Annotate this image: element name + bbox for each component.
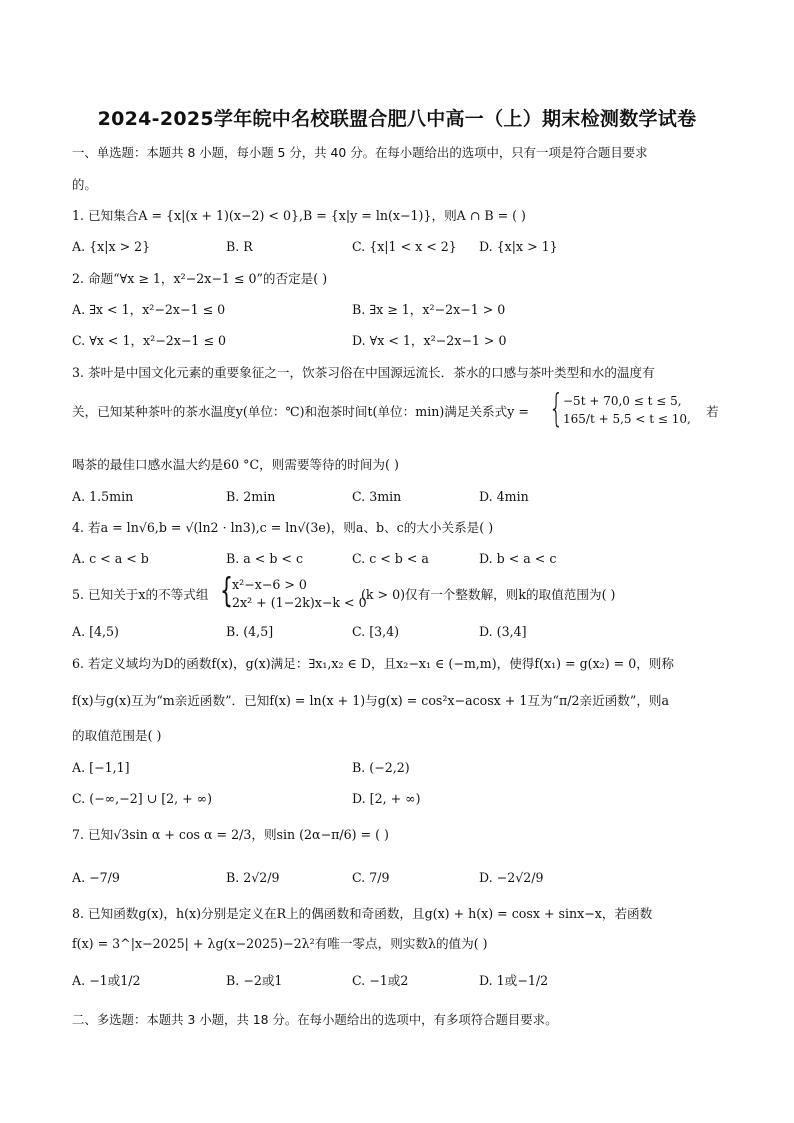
q8-option-a: A. −1或1/2 <box>72 973 141 988</box>
q8-option-d: D. 1或−1/2 <box>479 973 549 988</box>
q1-option-d: D. {x|x > 1} <box>479 239 558 254</box>
q2-option-b: B. ∃x ≥ 1，x²−2x−1 > 0 <box>352 302 506 317</box>
q5-option-d: D. (3,4] <box>479 624 527 639</box>
left-brace: { <box>549 386 564 430</box>
section-1-heading-cont: 的。 <box>72 177 97 192</box>
piecewise-row-2: 165/t + 5,5 < t ≤ 10, <box>563 412 691 426</box>
question-7-stem: 7. 已知√3sin α + cos α = 2/3，则sin (2α−π/6) = ( ) <box>72 827 389 842</box>
q1-option-a: A. {x|x > 2} <box>72 239 151 254</box>
inequality-system <box>220 571 367 613</box>
q6-option-a: A. [−1,1] <box>72 760 130 775</box>
question-6-line-2: f(x)与g(x)互为“m亲近函数”．已知f(x) = ln(x + 1)与g(x) = cos²x−acosx + 1互为“π/2亲近函数”，则a <box>72 693 670 708</box>
q4-option-a: A. c < a < b <box>72 551 149 566</box>
q4-option-c: C. c < b < a <box>352 551 429 566</box>
question-5-stem-post: (k > 0)仅有一个整数解，则k的取值范围为( ) <box>361 587 616 602</box>
inequality-row-2: 2x² + (1−2k)x−k < 0 <box>232 595 367 610</box>
q3-option-d: D. 4min <box>479 489 529 504</box>
q5-option-b: B. (4,5] <box>226 624 274 639</box>
q2-option-d: D. ∀x < 1，x²−2x−1 > 0 <box>352 333 507 348</box>
q6-option-c: C. (−∞,−2] ∪ [2, + ∞) <box>72 791 213 806</box>
q6-option-d: D. [2, + ∞) <box>352 791 421 806</box>
q3-option-c: C. 3min <box>352 489 402 504</box>
piecewise-function <box>549 386 729 432</box>
q1-option-b: B. R <box>226 239 253 254</box>
q4-option-d: D. b < a < c <box>479 551 557 566</box>
q8-option-b: B. −2或1 <box>226 973 283 988</box>
question-5-stem-pre: 5. 已知关于x的不等式组 <box>72 587 209 602</box>
question-8-line-1: 8. 已知函数g(x)，h(x)分别是定义在R上的偶函数和奇函数，且g(x) + h(x) = cosx + sinx−x，若函数 <box>72 906 653 921</box>
q5-option-a: A. [4,5) <box>72 624 119 639</box>
section-1-heading: 一、单选题：本题共 8 小题，每小题 5 分，共 40 分。在每小题给出的选项中，只有一项是符合题目要求 <box>72 145 648 160</box>
question-6-line-3: 的取值范围是( ) <box>72 728 162 743</box>
q7-option-c: C. 7/9 <box>352 870 390 885</box>
left-brace: { <box>220 571 233 611</box>
exam-title: 2024-2025学年皖中名校联盟合肥八中高一（上）期末检测数学试卷 <box>97 108 697 130</box>
q3-option-b: B. 2min <box>226 489 276 504</box>
question-2-stem: 2. 命题“∀x ≥ 1，x²−2x−1 ≤ 0”的否定是( ) <box>72 271 328 286</box>
q8-option-c: C. −1或2 <box>352 973 409 988</box>
q7-option-a: A. −7/9 <box>72 870 120 885</box>
question-6-line-1: 6. 若定义域均为D的函数f(x)，g(x)满足：∃x₁,x₂ ∈ D，且x₂−x₁ ∈ (−m,m)，使得f(x₁) = g(x₂) = 0，则称 <box>72 656 674 671</box>
q1-option-c: C. {x|1 < x < 2} <box>352 239 457 254</box>
question-1-stem: 1. 已知集合A = {x|(x + 1)(x−2) < 0},B = {x|y = ln(x−1)}，则A ∩ B = ( ) <box>72 208 526 223</box>
q3-option-a: A. 1.5min <box>72 489 134 504</box>
question-8-line-2: f(x) = 3^|x−2025| + λg(x−2025)−2λ²有唯一零点，则实数λ的值为( ) <box>72 936 488 951</box>
question-3-line-1: 3. 茶叶是中国文化元素的重要象征之一，饮茶习俗在中国源远流长．茶水的口感与茶叶类型和水的温度有 <box>72 365 655 380</box>
question-4-stem: 4. 若a = ln√6,b = √(ln2 · ln3),c = ln√(3e)，则a、b、c的大小关系是( ) <box>72 520 494 535</box>
q2-option-a: A. ∃x < 1，x²−2x−1 ≤ 0 <box>72 302 226 317</box>
question-3-line-2: 关，已知某种茶叶的茶水温度y(单位：℃)和泡茶时间t(单位：min)满足关系式y = <box>72 404 529 419</box>
q7-option-d: D. −2√2/9 <box>479 870 544 885</box>
q6-option-b: B. (−2,2) <box>352 760 410 775</box>
piecewise-row-1: −5t + 70,0 ≤ t ≤ 5, <box>563 394 682 408</box>
section-2-heading: 二、多选题：本题共 3 小题，共 18 分。在每小题给出的选项中，有多项符合题目要求。 <box>72 1012 558 1027</box>
q2-option-c: C. ∀x < 1，x²−2x−1 ≤ 0 <box>72 333 227 348</box>
question-3-line-3: 喝茶的最佳口感水温大约是60 °C，则需要等待的时间为( ) <box>72 457 399 472</box>
inequality-row-1: x²−x−6 > 0 <box>232 577 307 592</box>
q7-option-b: B. 2√2/9 <box>226 870 280 885</box>
q4-option-b: B. a < b < c <box>226 551 304 566</box>
q5-option-c: C. [3,4) <box>352 624 400 639</box>
question-3-line-2-tail: 若 <box>706 404 719 419</box>
